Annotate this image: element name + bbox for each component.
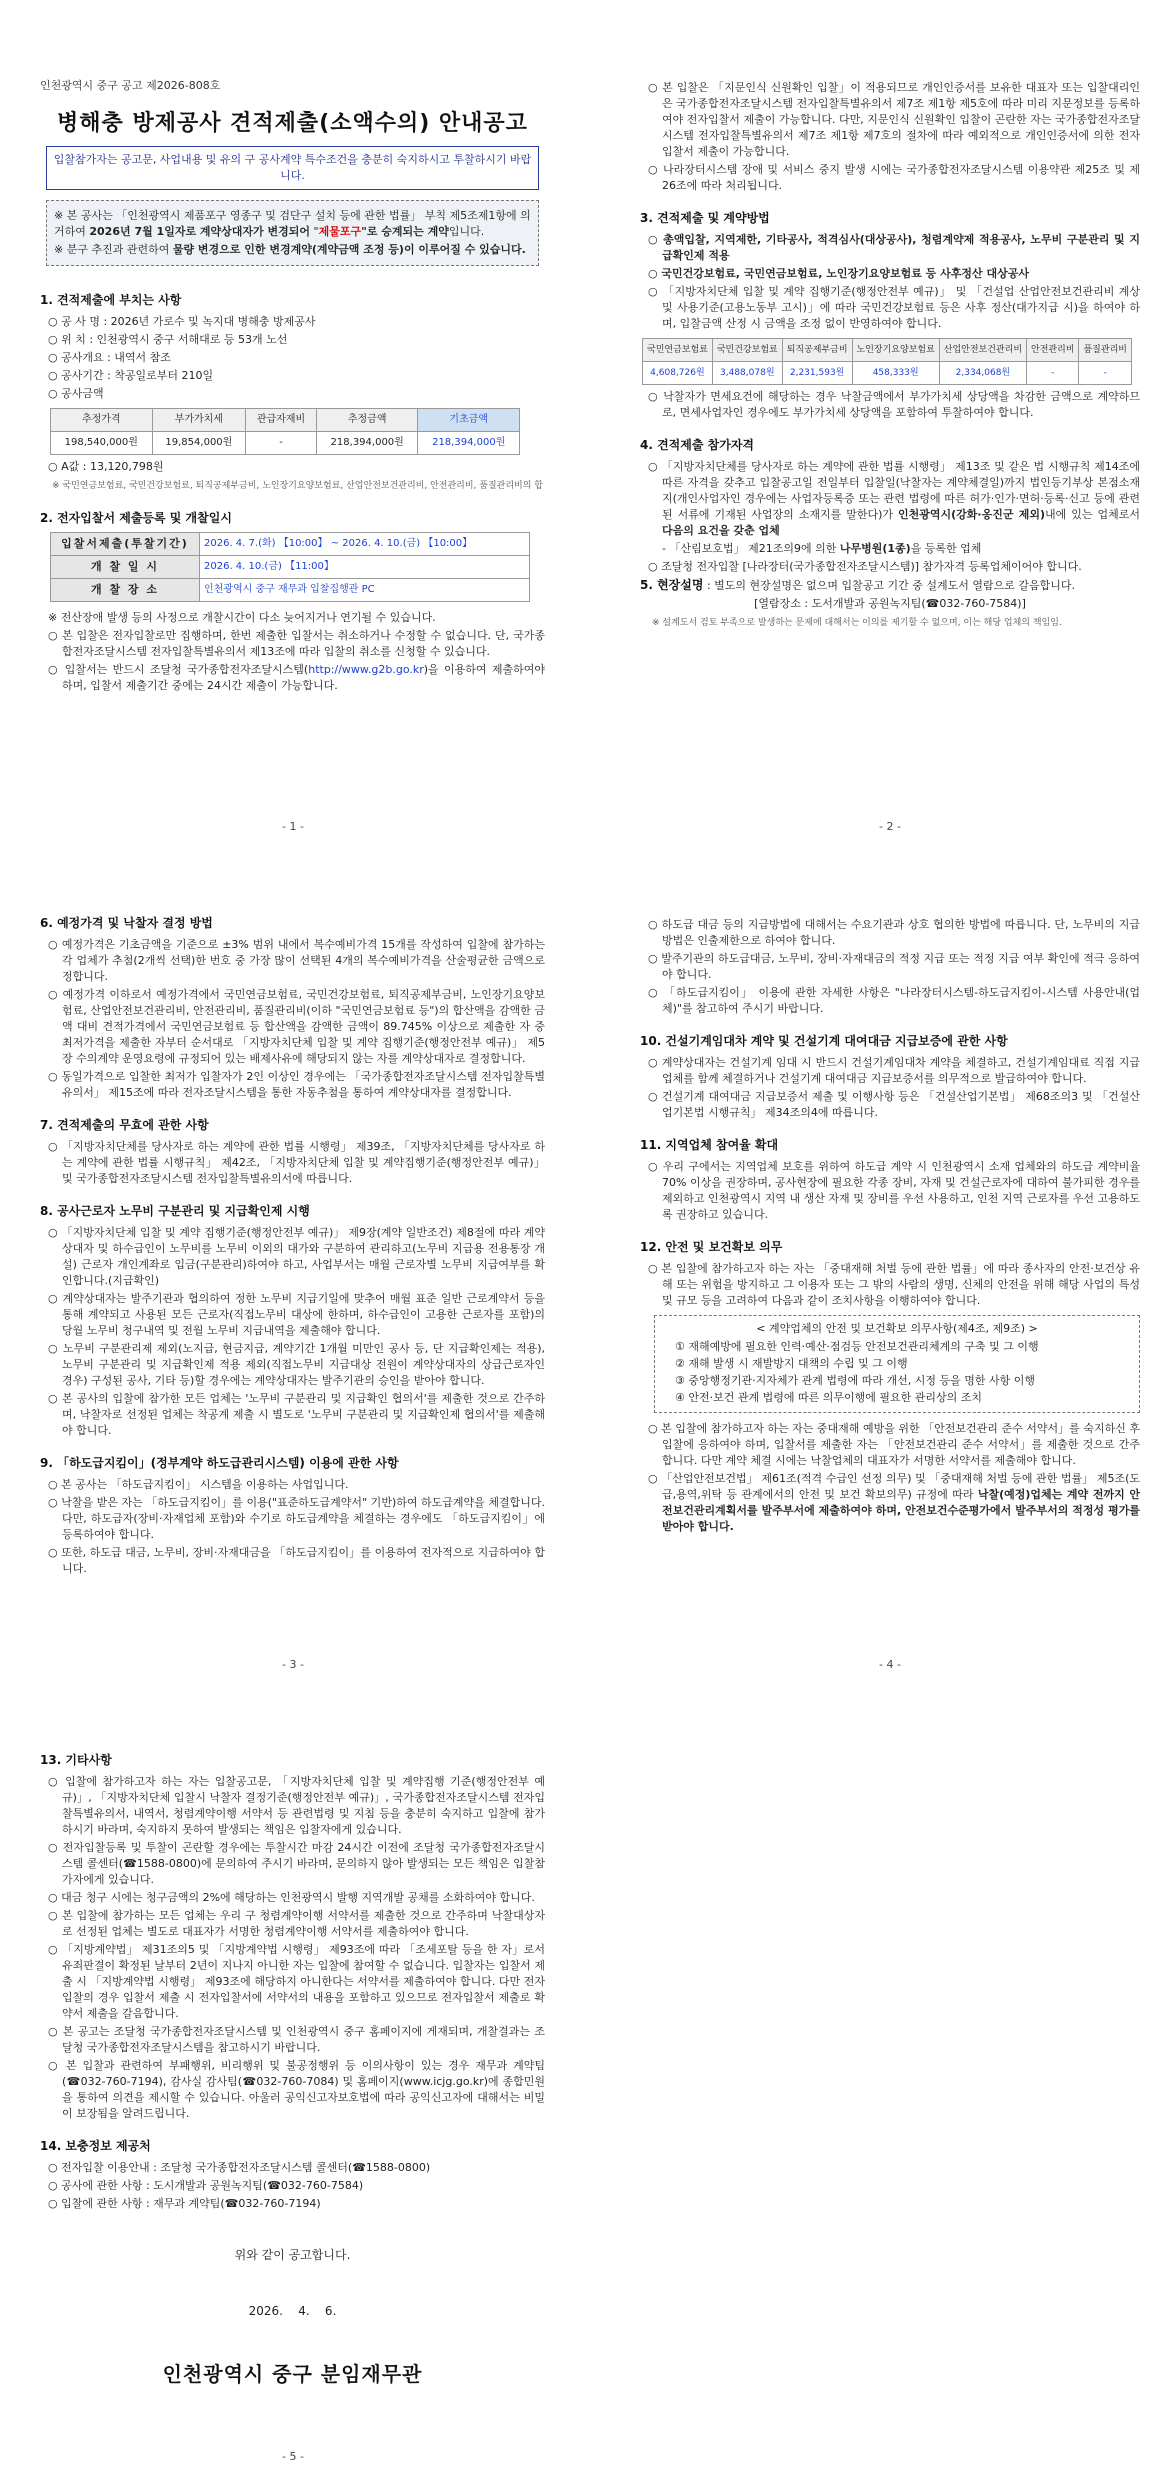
s6-item-2: ○ 예정가격 이하로서 예정가격에서 국민연금보험료, 국민건강보험료, 퇴직공제부금비, 노인장기요양보험료, 산업안전보건관리비, 안전관리비, 품질관리비(이하 "국민연금보험료 등")의 합산액을 감액한 금액 대비 견적가격에서 국민연금보험료 등 합산액을 감액한 금액이 89.745% 이상으로 제출한 자 중 최저가격을 제출한 자부터 순서대로 「지방자치단체 입찰 및 계약 집행기준(행정안전부 예규)」 제5장 수의계약 운영요령에 규정되어 있는 배제사유에 해당되지 않는 자를 계약상대자로 결정합니다.	[48, 988, 545, 1065]
a-value: ○ A값 : 13,120,798원	[48, 460, 164, 473]
section-2-title: 2. 전자입찰서 제출등록 및 개찰일시	[40, 511, 232, 525]
cost-header: 추정금액	[316, 409, 418, 432]
page-4	[640, 915, 1140, 1537]
s9-item-3: ○ 또한, 하도급 대금, 노무비, 장비·자재대금을 「하도급지킴이」를 이용하여 전자적으로 지급하여야 합니다.	[48, 1546, 545, 1575]
s5-view-location: [열람장소 : 도서개발과 공원녹지팀(☎032-760-7584)]	[754, 597, 1026, 610]
s13-item: ○ 본 입찰과 관련하여 부패행위, 비리행위 및 불공정행위 등 이의사항이 있는 경우 재무과 계약팀(☎032-760-7194), 감사실 감사팀(☎032-760-7084) 및 홈페이지(www.icjg.go.kr)에 종합민원을 통하여 의견을 제시할 수 있습니다. 아울러 공익신고자보호법에 따라 공익신고자에 대해서는 비밀이 보장됨을 알려드립니다.	[48, 2059, 545, 2120]
section-9-title: 9. 「하도급지킴이」(정부계약 하도급관리시스템) 이용에 관한 사항	[40, 1456, 399, 1470]
insurance-cell: 458,333원	[852, 362, 939, 385]
notice-box: 입찰참가자는 공고문, 사업내용 및 유의 구 공사계약 특수조건을 충분히 숙지하시고 투찰하시기 바랍니다.	[46, 146, 539, 190]
cost-cell: 218,394,000원	[418, 432, 520, 455]
safety-box-item: ② 재해 발생 시 재발방지 대책의 수립 및 그 이행	[675, 1357, 908, 1370]
section-12-title: 12. 안전 및 보건확보 의무	[640, 1240, 783, 1254]
s12-item-2: ○ 본 입찰에 참가하고자 하는 자는 중대재해 예방을 위한 「안전보건관리 준수 서약서」를 숙지하신 후 입찰에 응하여야 하며, 입찰서를 제출한 자는 「안전보건관리 준수 서약서」를 제출한 것으로 간주합니다. 다만 계약 체결 시에는 낙찰업체의 대표자가 서명한 서약서를 제출해야 합니다.	[648, 1422, 1140, 1467]
s1-item-0: ○ 공 사 명 : 2026년 가로수 및 녹지대 병해충 방제공사	[48, 315, 316, 328]
section-7-title: 7. 견적제출의 무효에 관한 사항	[40, 1118, 209, 1132]
section-13-title: 13. 기타사항	[40, 1753, 112, 1767]
schedule-label: 개 찰 장 소	[51, 579, 200, 602]
insurance-cell: -	[1079, 362, 1132, 385]
s3-item-4: ○ 낙찰자가 면세요건에 해당하는 경우 낙찰금액에서 부가가치세 상당액을 차감한 금액으로 계약하므로, 면세사업자인 경우에도 부가가치세 상당액을 포함하여 투찰하여야 합니다.	[648, 390, 1140, 419]
section-11-title: 11. 지역업체 참여율 확대	[640, 1138, 779, 1152]
s3-item-1: ○ 총액입찰, 지역제한, 기타공사, 적격심사(대상공사), 청렴계약제 적용공사, 노무비 구분관리 및 지급확인제 적용	[648, 233, 1140, 262]
cost-cell: 19,854,000원	[152, 432, 246, 455]
p4-item-1: ○ 발주기관의 하도급대금, 노무비, 장비·자재대금의 적정 지급 또는 적정 지급 여부 확인에 적극 응하여야 합니다.	[648, 952, 1140, 981]
section-3-title: 3. 견적제출 및 계약방법	[640, 211, 770, 225]
s8-item-1: ○ 「지방자치단체 입찰 및 계약 집행기준(행정안전부 예규)」 제9장(계약 일반조건) 제8절에 따라 계약상대자 및 하수급인이 노무비를 노무비 이외의 대가와 구분하여 관리하고(노무비 지급용 전용통장 개설) 근로자 개인계좌로 입금(구분관리)하여야 하고, 사업부서는 매월 근로자별 노무비 지급여부를 확인합니다.(지급확인)	[48, 1226, 545, 1287]
s8-item-2: ○ 계약상대자는 발주기관과 협의하여 정한 노무비 지급기일에 맞추어 매월 표준 일반 근로계약서 등을 통해 계약되고 사용된 모든 근로자(직접노무비 대상에 한하며, 하수급인이 고용한 근로자를 포함)의 당월 노무비 청구내역 및 전월 노무비 지급내역을 제출해야 합니다.	[48, 1292, 545, 1337]
s5-note: ※ 설계도서 검토 부족으로 발생하는 문제에 대해서는 이의를 제기할 수 없으며, 이는 해당 업체의 책임임.	[652, 618, 1062, 628]
cost-cell: 198,540,000원	[51, 432, 153, 455]
insurance-cell: -	[1027, 362, 1079, 385]
page-1	[40, 78, 545, 696]
page-2	[640, 78, 1140, 634]
closing-text: 위와 같이 공고합니다.	[234, 2248, 351, 2262]
p2-item-0: ○ 본 입찰은 「지문인식 신원확인 입찰」이 적용되므로 개인인증서를 보유한 대표자 또는 입찰대리인은 국가종합전자조달시스템 전자입찰특별유의서 제7조 제1항 제5호에 따라 미리 지문정보를 등록하여야 전자입찰서 제출이 가능합니다. 다만, 지문인식 신원확인 입찰이 곤란한 자는 국가종합전자조달시스템 전자입찰특별유의서 제7조 제1항 제7호의 절차에 따라 예외적으로 개인인증서에 의한 전자입찰서 제출이 가능합니다.	[648, 81, 1140, 158]
cost-header: 추정가격	[51, 409, 153, 432]
s2-note: ※ 전산장애 발생 등의 사정으로 개찰시간이 다소 늦어지거나 연기될 수 있습니다.	[48, 611, 436, 624]
insurance-cell: 2,231,593원	[782, 362, 852, 385]
insurance-cell: 2,334,068원	[939, 362, 1026, 385]
important-line-1: ※ 본 공사는 「인천광역시 제품포구 영종구 및 검단구 설치 등에 관한 법률」 부칙 제5조제1항에 의거하여 2026년 7월 1일자로 계약상대자가 변경되어 "제물포구"로 승계되는 계약입니다.	[54, 209, 531, 238]
insurance-header: 국민건강보험료	[712, 339, 782, 362]
insurance-header: 노인장기요양보험료	[852, 339, 939, 362]
section-4-title: 4. 견적제출 참가자격	[640, 438, 755, 452]
section-1-title: 1. 견적제출에 부치는 사항	[40, 293, 182, 307]
schedule-label: 개 찰 일 시	[51, 556, 200, 579]
insurance-cell: 4,608,726원	[643, 362, 713, 385]
g2b-link[interactable]: http://www.g2b.go.kr	[308, 663, 424, 676]
s6-item-1: ○ 예정가격은 기초금액을 기준으로 ±3% 범위 내에서 복수예비가격 15개를 작성하여 입찰에 참가하는 각 업체가 추첨(2개씩 선택)한 번호 중 가장 많이 선택된 4개의 복수예비가격을 산술평균한 금액으로 정합니다.	[48, 938, 545, 983]
s14-item: ○ 전자입찰 이용안내 : 조달청 국가종합전자조달시스템 콜센터(☎1588-0800)	[48, 2161, 431, 2174]
s13-item: ○ 본 입찰에 참가하는 모든 업체는 우리 구 청렴계약이행 서약서를 제출한 것으로 간주하며 낙찰대상자로 선정된 업체는 별도로 대표자가 서명한 청렴계약이행 서약서를 제출하여야 합니다.	[48, 1909, 545, 1938]
insurance-header: 품질관리비	[1079, 339, 1132, 362]
insurance-header: 안전관리비	[1027, 339, 1079, 362]
page-number: - 4 -	[879, 1658, 901, 1671]
cost-header: 부가가치세	[152, 409, 246, 432]
cost-table	[50, 408, 520, 455]
section-10-title: 10. 건설기계임대차 계약 및 건설기계 대여대금 지급보증에 관한 사항	[640, 1034, 1008, 1048]
s14-item: ○ 입찰에 관한 사항 : 재무과 계약팀(☎032-760-7194)	[48, 2197, 321, 2210]
cost-header: 기초금액	[418, 409, 520, 432]
schedule-value: 2026. 4. 7.(화) 【10:00】 ~ 2026. 4. 10.(금) 【10:00】	[200, 533, 530, 556]
signature: 인천광역시 중구 분임재무관	[162, 2362, 423, 2386]
safety-box-item: ① 재해예방에 필요한 인력·예산·점검등 안전보건관리체계의 구축 및 그 이행	[675, 1340, 1039, 1353]
s10-item-1: ○ 계약상대자는 건설기계 임대 시 반드시 건설기계임대차 계약을 체결하고, 건설기계임대료 직접 지급 업체를 함께 체결하거나 건설기계 대여대금 지급보증서를 의무적으로 발급하여야 합니다.	[648, 1056, 1140, 1085]
s5-text: : 별도의 현장설명은 없으며 입찰공고 기간 중 설계도서 열람으로 갈음합니다.	[703, 579, 1076, 592]
cost-cell: 218,394,000원	[316, 432, 418, 455]
s12-item-3: ○ 「산업안전보건법」 제61조(적격 수급인 선정 의무) 및 「중대재해 처벌 등에 관한 법률」 제5조(도급,용역,위탁 등 관계에서의 안전 및 보건 확보의무) 규정에 따라 낙찰(예정)업체는 계약 전까지 안전보건관리계획서를 발주부서에 제출하여야 하며, 안전보건수준평가에서 발주부서의 적정성 평가를 받아야 합니다.	[648, 1472, 1141, 1533]
s2-item-2: ○ 입찰서는 반드시 조달청 국가종합전자조달시스템(http://www.g2b.go.kr)을 이용하여 제출하여야 하며, 입찰서 제출기간 중에는 24시간 제출이 가능합니다.	[48, 663, 545, 692]
s9-item-2: ○ 낙찰을 받은 자는 「하도급지킴이」를 이용("표준하도급계약서" 기반)하여 하도급계약을 체결합니다. 다만, 하도급자(장비·자재업체 포함)와 수기로 하도급계약을 체결하는 경우에도 「하도급지킴이」에 등록하여야 합니다.	[48, 1496, 545, 1541]
page-number: - 1 -	[282, 820, 304, 833]
section-14-title: 14. 보충정보 제공처	[40, 2139, 151, 2153]
insurance-cell: 3,488,078원	[712, 362, 782, 385]
schedule-value: 인천광역시 중구 재무과 입찰집행관 PC	[200, 579, 530, 602]
document-number: 인천광역시 중구 공고 제2026-808호	[40, 79, 221, 92]
s7-item-1: ○ 「지방자치단체를 당사자로 하는 계약에 관한 법률 시행령」 제39조, 「지방자치단체를 당사자로 하는 계약에 관한 법률 시행규칙」 제42조, 「지방자치단체 입찰 및 계약집행기준(행정안전부 예규)」 및 국가종합전자조달시스템 전자입찰특별유의서에 따릅니다.	[48, 1140, 545, 1185]
announcement-date: 2026. 4. 6.	[248, 2304, 337, 2318]
document-title: 병해충 방제공사 견적제출(소액수의) 안내공고	[57, 111, 528, 136]
section-6-title: 6. 예정가격 및 낙찰자 결정 방법	[40, 916, 213, 930]
page-number: - 2 -	[879, 820, 901, 833]
insurance-header: 산업안전보건관리비	[939, 339, 1026, 362]
s8-item-4: ○ 본 공사의 입찰에 참가한 모든 업체는 '노무비 구분관리 및 지급확인 협의서'를 제출한 것으로 간주하며, 낙찰자로 선정된 업체는 착공계 제출 시 별도로 '노무비 구분관리 및 지급확인제 협의서'를 제출해야 합니다.	[48, 1392, 545, 1437]
cost-cell: -	[246, 432, 317, 455]
schedule-value: 2026. 4. 10.(금) 【11:00】	[200, 556, 530, 579]
p4-item-2: ○ 「하도급지킴이」 이용에 관한 자세한 사항은 "나라장터시스템-하도급지킴이-시스템 사용안내(업체)"를 참고하여 주시기 바랍니다.	[648, 986, 1140, 1015]
insurance-table	[642, 338, 1132, 385]
s8-item-3: ○ 노무비 구분관리제 제외(노지급, 현금지급, 계약기간 1개월 미만인 공사 등, 단 지급확인제는 적용), 노무비 구분관리 및 지급확인제 적용 제외(직접노무비 지급대상 전원이 계약상대자의 상급근로자인 경우) 구성된 공사, 기타 등)할 경우에는 계약상대자는 발주기관의 승인을 받아야 합니다.	[48, 1342, 545, 1387]
safety-duty-box	[654, 1315, 1140, 1413]
s3-item-3: ○ 「지방자치단체 입찰 및 계약 집행기준(행정안전부 예규)」 및 「건설업 산업안전보건관리비 계상 및 사용기준(고용노동부 고시)」에 따라 국민건강보험료 등은 사후 정산(대가지급 시)을 하여야 하며, 입찰금액 산정 시 금액을 조정 없이 반영하여야 합니다.	[648, 285, 1140, 330]
page-5	[40, 1752, 545, 2214]
schedule-table	[50, 532, 530, 602]
important-box	[46, 200, 539, 266]
s1-item-1: ○ 위 치 : 인천광역시 중구 서해대로 등 53개 노선	[48, 333, 288, 346]
s14-item: ○ 공사에 관한 사항 : 도시개발과 공원녹지팀(☎032-760-7584)	[48, 2179, 364, 2192]
s11-item-1: ○ 우리 구에서는 지역업체 보호를 위하여 하도급 계약 시 인천광역시 소재 업체와의 하도급 계약비율 70% 이상을 권장하며, 공사현장에 필요한 각종 장비, 자재 및 건설근로자에 대하여 불가피한 경우를 제외하고 인천광역시 지역 내 생산 자재 및 장비를 우선 사용하고, 인천 지역 근로자를 우선 고용하도록 권장하고 있습니다.	[648, 1160, 1140, 1221]
safety-box-item: ④ 안전·보건 관계 법령에 따른 의무이행에 필요한 관리상의 조치	[675, 1391, 982, 1404]
section-5-title: 5. 현장설명	[640, 578, 704, 592]
page-3	[40, 915, 545, 1579]
page-number: - 3 -	[282, 1658, 304, 1671]
safety-box-title: < 계약업체의 안전 및 보건확보 의무사항(제4조, 제9조) >	[756, 1322, 1038, 1335]
safety-box-item: ③ 중앙행정기관·지자체가 관계 법령에 따라 개선, 시정 등을 명한 사항 이행	[675, 1374, 1035, 1387]
s12-item-1: ○ 본 입찰에 참가하고자 하는 자는 「중대재해 처벌 등에 관한 법률」에 따라 종사자의 안전·보건상 유해 또는 위험을 방지하고 그 이용자 또는 그 밖의 사람의 생명, 신체의 안전을 위해 해당 사업의 특성 및 규모 등을 고려하여 다음과 같이 조치사항을 이행하여야 합니다.	[648, 1262, 1140, 1307]
insurance-header: 국민연금보험료	[643, 339, 713, 362]
page-number: - 5 -	[282, 2450, 304, 2463]
s1-item-3: ○ 공사기간 : 착공일로부터 210일	[48, 369, 214, 382]
s10-item-2: ○ 건설기계 대여대금 지급보증서 제출 및 이행사항 등은 「건설산업기본법」 제68조의3 및 「건설산업기본법 시행규칙」 제34조의4에 따릅니다.	[648, 1090, 1140, 1119]
s4-item-2: - 「산림보호법」 제21조의9에 의한 나무병원(1종)을 등록한 업체	[662, 542, 982, 555]
s2-item-1: ○ 본 입찰은 전자입찰로만 집행하며, 한번 제출한 입찰서는 취소하거나 수정할 수 없습니다. 단, 국가종합전자조달시스템 전자입찰특별유의서 제13조에 따라 입찰의 취소를 신청할 수 있습니다.	[48, 629, 545, 658]
s13-item: ○ 입찰에 참가하고자 하는 자는 입찰공고문, 「지방자치단체 입찰 및 계약집행 기준(행정안전부 예규)」, 「지방자치단체 입찰시 낙찰자 결정기준(행정안전부 예규)」, 국가종합전자조달시스템 전자입찰특별유의서, 내역서, 청렴계약이행 서약서 등 관련법령 및 지침 등을 충분히 숙지하고 입찰에 참가하시기 바라며, 숙지하지 못하여 발생되는 책임은 입찰자에게 있습니다.	[48, 1775, 545, 1836]
s4-item-3: ○ 조달청 전자입찰 [나라장터(국가종합전자조달시스템)] 참가자격 등록업체이어야 합니다.	[648, 560, 1082, 573]
important-line-2: ※ 분구 추진과 관련하여 물량 변경으로 인한 변경계약(계약금액 조정 등)이 이루어질 수 있습니다.	[54, 243, 526, 256]
schedule-label: 입찰서제출(투찰기간)	[51, 533, 200, 556]
p2-item-1: ○ 나라장터시스템 장애 및 서비스 중지 발생 시에는 국가종합전자조달시스템 이용약관 제25조 및 제26조에 따라 처리됩니다.	[648, 163, 1140, 192]
cost-header: 관급자재비	[246, 409, 317, 432]
s13-item: ○ 「지방계약법」 제31조의5 및 「지방계약법 시행령」 제93조에 따라 「조세포탈 등을 한 자」로서 유죄판결이 확정된 날부터 2년이 지나지 아니한 자는 입찰에 참여할 수 없습니다. 입찰자는 입찰서 제출 시 「지방계약법 시행령」 제93조에 해당하지 아니한다는 서약서를 제출하여야 합니다. 다만 전자입찰의 경우 입찰서 제출 시 전자입찰서에 서약서의 내용을 포함하고 있으므로 전자입찰서 제출로 확약서 제출을 갈음합니다.	[48, 1943, 545, 2020]
s1-item-4: ○ 공사금액	[48, 387, 104, 400]
s9-item-1: ○ 본 공사는 「하도급지킴이」 시스템을 이용하는 사업입니다.	[48, 1478, 349, 1491]
insurance-header: 퇴직공제부금비	[782, 339, 852, 362]
p4-item-0: ○ 하도급 대금 등의 지급방법에 대해서는 수요기관과 상호 협의한 방법에 따릅니다. 단, 노무비의 지급방법은 인출제한으로 하여야 합니다.	[648, 918, 1140, 947]
s4-item-1: ○ 「지방자치단체를 당사자로 하는 계약에 관한 법률 시행령」 제13조 및 같은 법 시행규칙 제14조에 따른 자격을 갖추고 입찰공고일 전일부터 입찰일(낙찰자는 계약체결일)까지 법인등기부상 본점소재지(개인사업자인 경우에는 사업자등록증 또는 관련 법령에 따른 허가·인가·면허·등록·신고 등에 관련된 서류에 기재된 사업장의 소재지를 말한다)가 인천광역시(강화·옹진군 제외)내에 있는 업체로서 다음의 요건을 갖춘 업체	[648, 460, 1140, 537]
s6-item-3: ○ 동일가격으로 입찰한 최저가 입찰자가 2인 이상인 경우에는 「국가종합전자조달시스템 전자입찰특별유의서」 제15조에 따라 전자조달시스템을 통한 자동추첨을 통하여 계약상대자를 결정합니다.	[48, 1070, 545, 1099]
a-value-note: ※ 국민연금보험료, 국민건강보험료, 퇴직공제부금비, 노인장기요양보험료, 산업안전보건관리비, 안전관리비, 품질관리비의 합	[52, 481, 543, 491]
s13-item: ○ 대금 청구 시에는 청구금액의 2%에 해당하는 인천광역시 발행 지역개발 공채를 소화하여야 합니다.	[48, 1891, 535, 1904]
s3-item-2: ○ 국민건강보험료, 국민연금보험료, 노인장기요양보험료 등 사후정산 대상공사	[648, 267, 1029, 280]
s1-item-2: ○ 공사개요 : 내역서 참조	[48, 351, 171, 364]
s13-item: ○ 본 공고는 조달청 국가종합전자조달시스템 및 인천광역시 중구 홈페이지에 게재되며, 개찰결과는 조달청 국가종합전자조달시스템을 참고하시기 바랍니다.	[48, 2025, 545, 2054]
s13-item: ○ 전자입찰등록 및 투찰이 곤란할 경우에는 투찰시간 마감 24시간 이전에 조달청 국가종합전자조달시스템 콜센터(☎1588-0800)에 문의하여 주시기 바라며, 문의하지 않아 발생되는 모든 책임은 입찰참가자에게 있습니다.	[48, 1841, 545, 1886]
section-8-title: 8. 공사근로자 노무비 구분관리 및 지급확인제 시행	[40, 1204, 310, 1218]
